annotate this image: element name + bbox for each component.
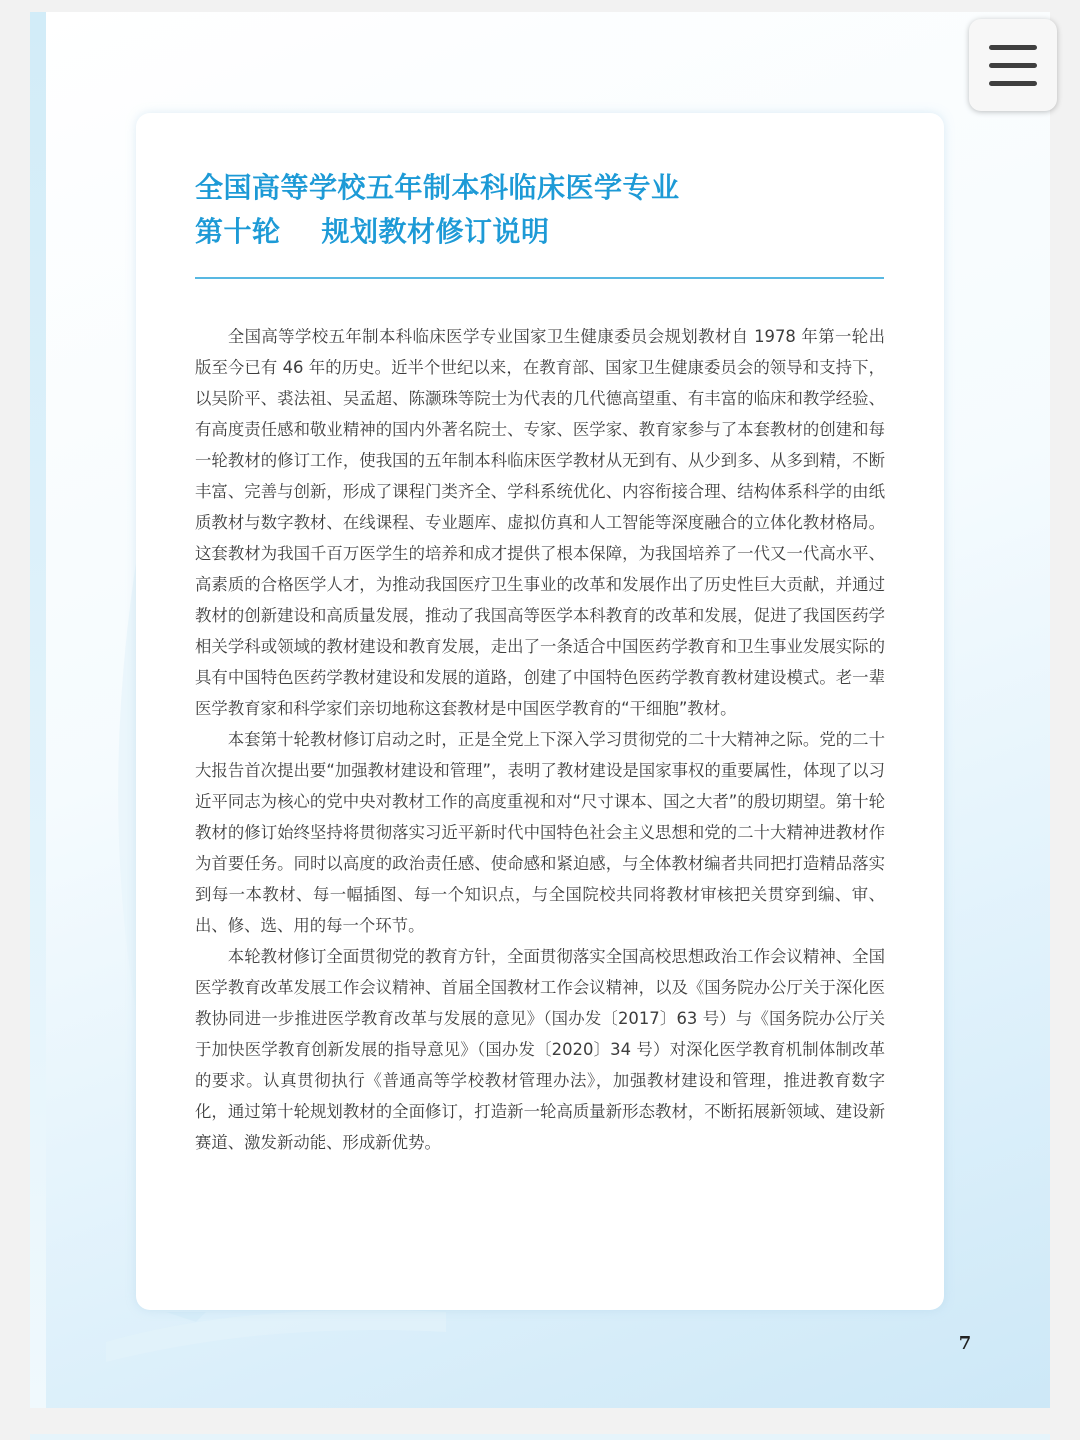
next-page-edge: [30, 1434, 1050, 1440]
paragraph: 本套第十轮教材修订启动之时，正是全党上下深入学习贯彻党的二十大精神之际。党的二十大报告首次提出要“加强教材建设和管理”，表明了教材建设是国家事权的重要属性，体现了以习近平同志为核心的党中央对教材工作的高度重视和对“尺寸课本、国之大者”的殷切期望。第十轮教材的修订始终坚持将贯彻落实习近平新时代中国特色社会主义思想和党的二十大精神进教材作为首要任务。同时以高度的政治责任感、使命感和紧迫感，与全体教材编者共同把打造精品落实到每一本教材、每一幅插图、每一个知识点，与全国院校共同将教材审核把关贯穿到编、审、出、修、选、用的每一个环节。: [195, 730, 885, 935]
left-color-strip: [30, 12, 46, 1408]
page-number: 7: [958, 1333, 972, 1354]
document-title: [195, 166, 895, 254]
title-line: 全国高等学校五年制本科临床医学专业: [195, 171, 680, 204]
paragraph: 全国高等学校五年制本科临床医学专业国家卫生健康委员会规划教材自 1978 年第一轮出版至今已有 46 年的历史。近半个世纪以来，在教育部、国家卫生健康委员会的领导和支持下，以吴阶平、裘法祖、吴孟超、陈灏珠等院士为代表的几代德高望重、有丰富的临床和教学经验、有高度责任感和敬业精神的国内外著名院士、专家、医学家、教育家参与了本套教材的创建和每一轮教材的修订工作，使我国的五年制本科临床医学教材从无到有、从少到多、从多到精，不断丰富、完善与创新，形成了课程门类齐全、学科系统优化、内容衔接合理、结构体系科学的由纸质教材与数字教材、在线课程、专业题库、虚拟仿真和人工智能等深度融合的立体化教材格局。这套教材为我国千百万医学生的培养和成才提供了根本保障，为我国培养了一代又一代高水平、高素质的合格医学人才，为推动我国医疗卫生事业的改革和发展作出了历史性巨大贡献，并通过教材的创新建设和高质量发展，推动了我国高等医学本科教育的改革和发展，促进了我国医药学相关学科或领域的教材建设和教育发展，走出了一条适合中国医药学教育和卫生事业发展实际的具有中国特色医药学教材建设和发展的道路，创建了中国特色医药学教育教材建设模式。老一辈医学教育家和科学家们亲切地称这套教材是中国医学教育的“干细胞”教材。: [195, 327, 885, 718]
hamburger-menu-icon: [989, 43, 1037, 87]
paragraph: 本轮教材修订全面贯彻党的教育方针，全面贯彻落实全国高校思想政治工作会议精神、全国医学教育改革发展工作会议精神、首届全国教材工作会议精神，以及《国务院办公厅关于深化医教协同进一步推进医学教育改革与发展的意见》（国办发〔2017〕63 号）与《国务院办公厅关于加快医学教育创新发展的指导意见》（国办发〔2020〕34 号）对深化医学教育机制体制改革的要求。认真贯彻执行《普通高等学校教材管理办法》，加强教材建设和管理，推进教育数字化，通过第十轮规划教材的全面修订，打造新一轮高质量新形态教材，不断拓展新领域、建设新赛道、激发新动能、形成新优势。: [195, 947, 885, 1152]
title-divider: [195, 277, 884, 279]
title-line: 第十轮 规划教材修订说明: [195, 215, 550, 248]
body-text: [195, 321, 885, 1158]
menu-button[interactable]: [969, 19, 1057, 111]
